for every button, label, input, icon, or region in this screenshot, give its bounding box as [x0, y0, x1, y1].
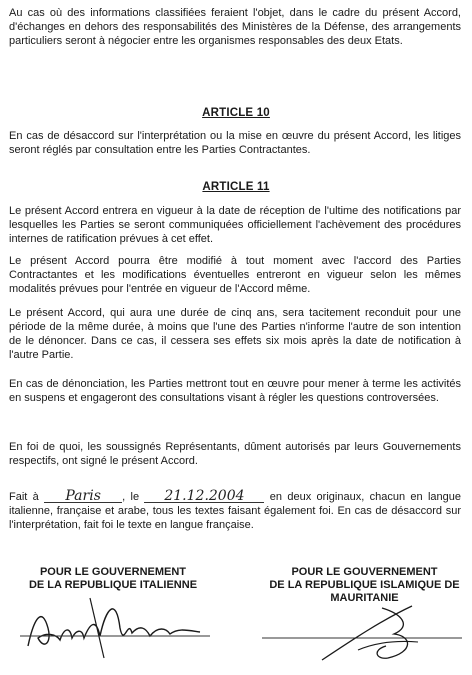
- article-11-paragraph-2: Le présent Accord pourra être modifié à tout moment avec l'accord des Parties Contractantes et les modifications éventuelles entreront en vigueur selon les mêmes modalités prévues pour l'entrée en vigueur de l'Accord même.: [9, 255, 461, 295]
- le-label: , le: [122, 491, 140, 503]
- right-signatory-line-1: POUR LE GOUVERNEMENT: [291, 566, 438, 578]
- article-11-paragraph-1: Le présent Accord entrera en vigueur à la date de réception de l'ultime des notifications par lesquelles les Parties se seront communiquées officiellement l'achèvement des procédures internes de ratification prévues à cet effet.: [9, 205, 461, 245]
- right-signatory-line-3: MAURITANIE: [330, 592, 399, 604]
- mauritanian-signature-scribble: [262, 600, 467, 670]
- italian-signature-scribble: [20, 588, 220, 663]
- article-11-paragraph-4: En cas de dénonciation, les Parties mettront tout en œuvre pour mener à terme les activités en suspens et engageront des consultations visant à régler les questions controversées.: [9, 378, 461, 404]
- signing-date-handwritten: 21.12.2004: [144, 490, 264, 503]
- left-signatory-line-1: POUR LE GOUVERNEMENT: [39, 566, 187, 578]
- fait-a-label: Fait à: [9, 491, 39, 503]
- signing-paragraph: [9, 490, 461, 532]
- signing-place-handwritten: Paris: [44, 490, 122, 503]
- article-10-heading: ARTICLE 10: [202, 107, 270, 119]
- signing-rest-text: en deux originaux, chacun en langue italienne, française et arabe, tous les textes faisant également foi. En cas de désaccord sur l'interprétation, fait foi le texte en langue française.: [9, 491, 461, 531]
- article-11-heading: ARTICLE 11: [202, 181, 270, 193]
- article-10-text: En cas de désaccord sur l'interprétation ou la mise en œuvre du présent Accord, les litiges seront réglés par consultation entre les Parties Contractantes.: [9, 130, 461, 156]
- left-signatory-line-2: DE LA REPUBLIQUE ITALIENNE: [28, 579, 198, 591]
- right-signatory-line-2: DE LA REPUBLIQUE ISLAMIQUE DE: [269, 579, 460, 591]
- paragraph-classified-info: Au cas où des informations classifiées feraient l'objet, dans le cadre du présent Accord, d'échanges en dehors des responsabilités des Ministères de la Défense, des arrangements particuliers seront à négocier entre les organismes responsables des deux Etats.: [9, 7, 461, 47]
- article-11-paragraph-3: Le présent Accord, qui aura une durée de cinq ans, sera tacitement reconduit pour une période de la même durée, à moins que l'une des Parties n'informe l'autre de son intention de le dénoncer. Dans ce cas, il cessera ses effets six mois après la date de notification à l'autre Partie.: [9, 307, 461, 361]
- witness-paragraph: En foi de quoi, les soussignés Représentants, dûment autorisés par leurs Gouvernements respectifs, ont signé le présent Accord.: [9, 441, 461, 467]
